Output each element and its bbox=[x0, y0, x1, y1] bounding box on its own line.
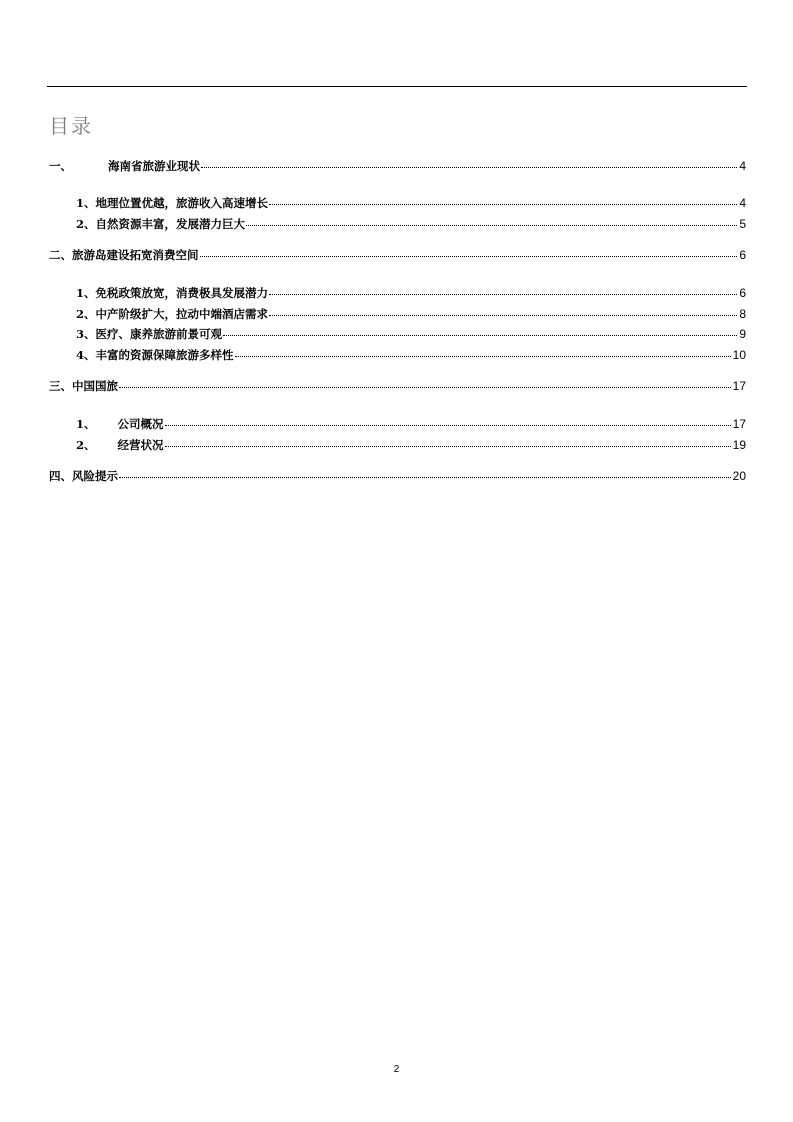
toc-entry-2-1[interactable] bbox=[76, 286, 746, 300]
toc-entry-3-1[interactable] bbox=[76, 417, 746, 431]
dot-leader bbox=[235, 356, 731, 357]
toc-entry-page: 17 bbox=[732, 417, 746, 431]
toc-entry-2-3[interactable] bbox=[76, 327, 746, 341]
dot-leader bbox=[269, 204, 737, 205]
toc-entry-section-1[interactable] bbox=[49, 159, 746, 173]
toc-entry-label: 二、旅游岛建设拓宽消费空间 bbox=[49, 248, 199, 262]
dot-leader bbox=[246, 225, 737, 226]
header-rule bbox=[47, 86, 747, 87]
toc-entry-label: 公司概况 bbox=[117, 417, 164, 431]
dot-leader bbox=[269, 315, 737, 316]
toc-entry-section-4[interactable] bbox=[49, 469, 746, 483]
toc-entry-page: 4 bbox=[739, 159, 746, 173]
dot-leader bbox=[165, 446, 731, 447]
dot-leader bbox=[269, 294, 737, 295]
toc-entry-label: 1、地理位置优越，旅游收入高速增长 bbox=[76, 196, 268, 210]
toc-entry-3-2[interactable] bbox=[76, 438, 746, 452]
toc-entry-1-2[interactable] bbox=[76, 217, 746, 231]
toc-entry-page: 6 bbox=[739, 286, 746, 300]
dot-leader bbox=[165, 425, 731, 426]
toc-entry-label: 海南省旅游业现状 bbox=[108, 159, 200, 173]
dot-leader bbox=[119, 477, 731, 478]
dot-leader bbox=[119, 387, 731, 388]
page-number: 2 bbox=[393, 1064, 400, 1075]
toc-entry-page: 6 bbox=[739, 248, 746, 262]
toc-entry-number: 一、 bbox=[49, 159, 72, 173]
toc-entry-1-1[interactable] bbox=[76, 196, 746, 210]
toc-entry-page: 10 bbox=[732, 348, 746, 362]
toc-entry-label: 3、医疗、康养旅游前景可观 bbox=[76, 327, 223, 341]
toc-entry-2-2[interactable] bbox=[76, 307, 746, 321]
toc-entry-number: 2、 bbox=[76, 438, 96, 452]
toc-entry-label: 2、自然资源丰富，发展潜力巨大 bbox=[76, 217, 245, 231]
toc-entry-page: 9 bbox=[739, 327, 746, 341]
toc-entry-label: 经营状况 bbox=[117, 438, 164, 452]
toc-entry-page: 20 bbox=[732, 469, 746, 483]
toc-entry-page: 19 bbox=[732, 438, 746, 452]
toc-entry-2-4[interactable] bbox=[76, 348, 746, 362]
toc-entry-page: 17 bbox=[732, 379, 746, 393]
dot-leader bbox=[223, 335, 737, 336]
dot-leader bbox=[201, 167, 737, 168]
dot-leader bbox=[200, 256, 738, 257]
toc-entry-label: 2、中产阶级扩大，拉动中端酒店需求 bbox=[76, 307, 268, 321]
toc-entry-label: 1、免税政策放宽，消费极具发展潜力 bbox=[76, 286, 268, 300]
toc-entry-page: 8 bbox=[739, 307, 746, 321]
toc-entry-label: 四、风险提示 bbox=[49, 469, 118, 483]
toc-entry-page: 4 bbox=[739, 196, 746, 210]
toc-entry-section-3[interactable] bbox=[49, 379, 746, 393]
toc-entry-label: 4、丰富的资源保障旅游多样性 bbox=[76, 348, 234, 362]
toc-title: 目录 bbox=[49, 114, 93, 138]
toc-entry-number: 1、 bbox=[76, 417, 96, 431]
toc-entry-section-2[interactable] bbox=[49, 248, 746, 262]
toc-entry-label: 三、中国国旅 bbox=[49, 379, 118, 393]
toc-entry-page: 5 bbox=[739, 217, 746, 231]
